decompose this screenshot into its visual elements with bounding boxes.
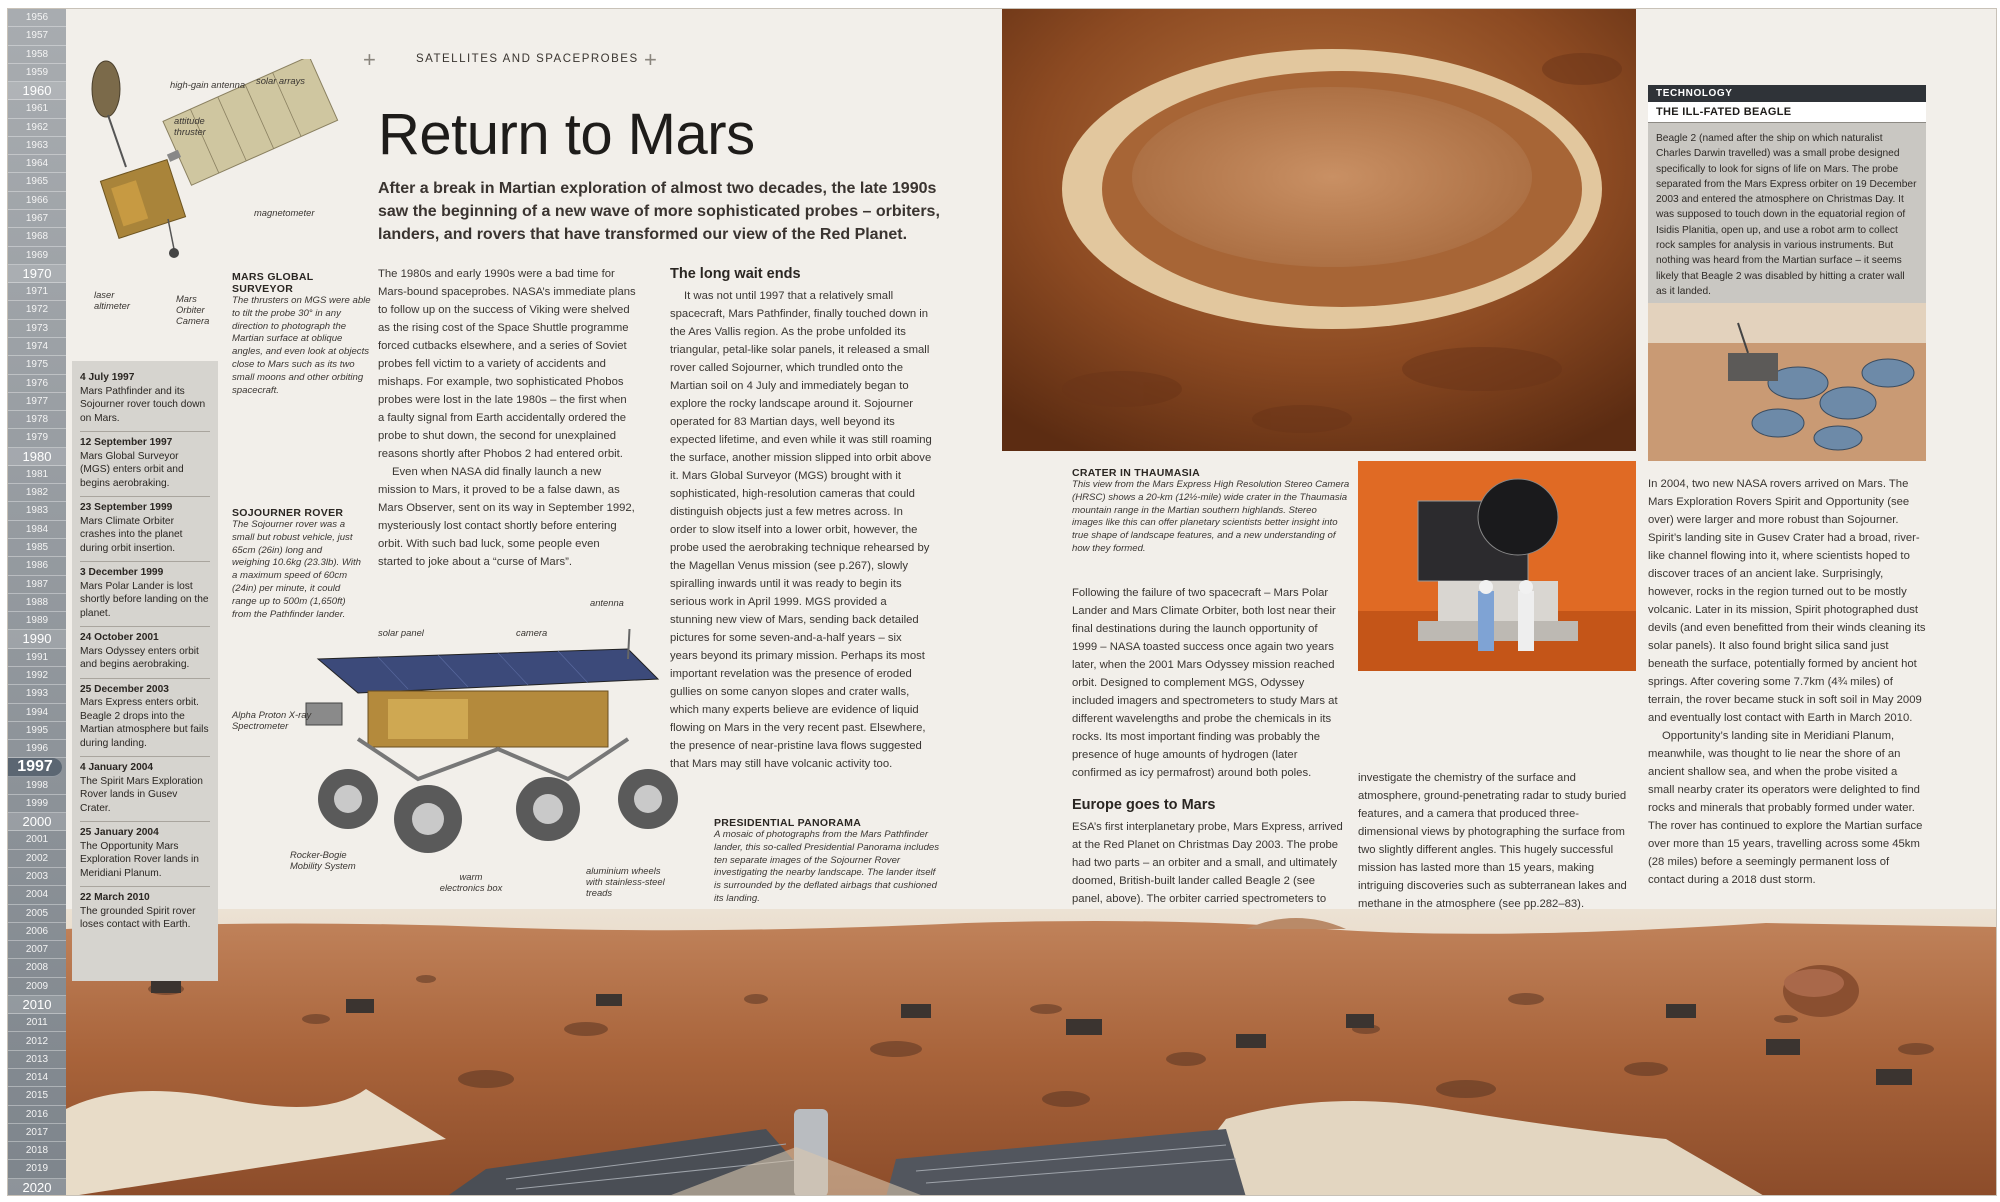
mgs-caption-title: MARS GLOBAL SURVEYOR: [232, 271, 314, 295]
panorama-caption: [714, 817, 942, 906]
technology-panel: [1648, 85, 1926, 461]
crosshair-icon: +: [644, 47, 657, 72]
timeline-year: 2002: [8, 850, 66, 868]
timeline-year: 1963: [8, 137, 66, 155]
timeline-event-date: 24 October 2001: [80, 632, 159, 643]
paragraph: investigate the chemistry of the surface and atmosphere, ground-penetrating radar to study buried features, and a camera that produced three-dimensional views by photographing the surface from two slightly different angles. This hugely successful mission has lasted more than 15 years, making intriguing discoveries such as subterranean lakes and methane in the atmosphere (see pp.282–83).: [1358, 772, 1627, 910]
paragraph: In 2004, two new NASA rovers arrived on Mars. The Mars Exploration Rovers Spirit and Opportunity (see over) were larger and more robust than Sojourner. Spirit’s landing site in Gusev Crater had a broad, river-like channel flowing into it, where scientists hoped to discover traces of an ancient lake. Surprisingly, however, rocks in the region turned out to be mostly volcanic. Later in its mission, Spirit photographed dust devils (and even benefitted from their winds cleaning its solar panels). It also found bright silica sand just beneath the surface, potentially formed by ancient hot springs. After covering some 7.7km (4¾ miles) of terrain, the rover became stuck in soft soil in May 2009 and eventually lost contact with Earth in March 2010.: [1648, 478, 1926, 724]
label-solar-panel: solar panel: [378, 627, 424, 638]
timeline-year: 1992: [8, 667, 66, 685]
timeline-year: 1960: [8, 82, 66, 100]
timeline-year: 1971: [8, 283, 66, 301]
timeline-event: [80, 367, 210, 432]
paragraph: Following the failure of two spacecraft – Mars Polar Lander and Mars Climate Orbiter, both lost near their final destinations during the launch opportunity of 1999 – NASA toasted success once again two years later, when the 2001 Mars Odyssey mission reached orbit. Designed to complement MGS, Odyssey included imagers and spectrometers to study Mars at different wavelengths and probe the chemicals in its rocks. Its most important finding was probably the presence of huge amounts of hydrogen (later confirmed as icy permafrost) around both poles.: [1072, 587, 1338, 779]
timeline-year: 1962: [8, 119, 66, 137]
timeline-year: 1975: [8, 356, 66, 374]
magazine-spread: [7, 8, 1997, 1196]
timeline-event: [80, 822, 210, 887]
timeline-year: 1984: [8, 521, 66, 539]
presidential-panorama-image: [66, 909, 1997, 1196]
label-rocker-bogie: Rocker-Bogie Mobility System: [290, 849, 356, 871]
timeline-year: 2018: [8, 1142, 66, 1160]
timeline-year: 1976: [8, 375, 66, 393]
timeline-year: 1980: [8, 448, 66, 466]
timeline-year: 2003: [8, 868, 66, 886]
timeline-event-text: The Spirit Mars Exploration Rover lands in Gusev Crater.: [80, 775, 203, 814]
timeline-year: 2014: [8, 1069, 66, 1087]
paragraph: Opportunity’s landing site in Meridiani Planum, meanwhile, was thought to lie near the shore of an ancient shallow sea, and when the probe visited a small nearby crater its operators were delighted to find rocks and minerals that probably formed under water. The rover has continued to explore the Martian surface over more than 15 years, travelling across some 45km (28 miles) before a seemingly permanent loss of contact during a 2018 dust storm.: [1648, 730, 1923, 886]
sojourner-caption: [232, 507, 362, 621]
timeline-year: 1993: [8, 685, 66, 703]
timeline-events: [72, 361, 218, 981]
timeline-year: 1982: [8, 484, 66, 502]
timeline-event-date: 3 December 1999: [80, 567, 164, 578]
timeline-year: 1967: [8, 210, 66, 228]
timeline-event: [80, 562, 210, 627]
section-label: SATELLITES AND SPACEPROBES: [416, 53, 639, 65]
timeline-event: [80, 679, 210, 758]
label-electronics-box: warm electronics box: [439, 871, 503, 893]
sojourner-caption-title: SOJOURNER ROVER: [232, 507, 344, 519]
timeline-year: 1989: [8, 612, 66, 630]
intro-text: After a break in Martian exploration of almost two decades, the late 1990s saw the beginning of a new wave of more sophisticated probes – orbiters, landers, and rovers that have transformed our view of the Red Planet.: [378, 180, 940, 243]
timeline-year: 1961: [8, 100, 66, 118]
timeline-year: 1977: [8, 393, 66, 411]
timeline-year: 1972: [8, 301, 66, 319]
timeline-year: 2013: [8, 1051, 66, 1069]
timeline-year: 1968: [8, 228, 66, 246]
mars-global-surveyor-illustration: [68, 59, 368, 289]
label-laser-altimeter: laser altimeter: [94, 289, 130, 311]
timeline-year: 1995: [8, 722, 66, 740]
timeline-year: 2016: [8, 1106, 66, 1124]
timeline-year: 1958: [8, 46, 66, 64]
label-camera: camera: [516, 627, 548, 638]
timeline-event: [80, 887, 210, 938]
timeline-year: 1999: [8, 795, 66, 813]
timeline-year: 2012: [8, 1033, 66, 1051]
crater-caption-text: This view from the Mars Express High Resolution Stereo Camera (HRSC) shows a 20-km (12½-mile) wide crater in the Thaumasia mountain range in the Martian southern highlands. Stereo images like this can offer planetary scientists better insight into true shape of landscape features, and a new understanding of how they formed.: [1072, 479, 1350, 554]
timeline-year: 2019: [8, 1160, 66, 1178]
timeline-year: 1997: [8, 758, 62, 776]
timeline-year: 2006: [8, 923, 66, 941]
timeline-year: 1974: [8, 338, 66, 356]
label-apxs: Alpha Proton X-ray Spectrometer: [232, 709, 312, 731]
page-title: Return to Mars: [378, 102, 755, 167]
timeline-event-text: Mars Global Surveyor (MGS) enters orbit and begins aerobraking.: [80, 450, 184, 489]
panorama-caption-text: A mosaic of photographs from the Mars Pathfinder lander, this so-called Presidential Panorama includes ten separate images of the Sojourner Rover investigating the nearby landscape. The lander itself is surrounded by the deflated airbags that cushioned its landing.: [714, 829, 940, 904]
label-wheels: aluminium wheels with stainless-steel treads: [586, 865, 665, 898]
crater-caption: [1072, 467, 1350, 556]
timeline-year: 1985: [8, 539, 66, 557]
article-column-1: [378, 265, 636, 571]
article-column-3: [1072, 584, 1344, 908]
timeline-event: [80, 627, 210, 679]
timeline-year: 1983: [8, 502, 66, 520]
timeline-event-date: 25 January 2004: [80, 827, 159, 838]
timeline-year: 2007: [8, 941, 66, 959]
timeline-year: 2000: [8, 813, 66, 831]
label-mars-orbiter-camera: Mars Orbiter Camera: [176, 293, 210, 326]
timeline-year: 1986: [8, 557, 66, 575]
timeline-year: 2005: [8, 905, 66, 923]
timeline-year: 2017: [8, 1124, 66, 1142]
timeline-year: 1964: [8, 155, 66, 173]
timeline-year: 1987: [8, 576, 66, 594]
mars-express-clean-room-photo: [1358, 461, 1636, 671]
paragraph: It was not until 1997 that a relatively small spacecraft, Mars Pathfinder, finally touched down in the Ares Vallis region. As the probe unfolded its triangular, petal-like solar panels, it released a small rover called Sojourner, which trundled onto the Martian soil on 4 July and immediately began to explore the rocky landscape around it. Sojourner operated for 83 Martian days, well beyond its expected lifetime, and even while it was still roaming the surface, another mission slipped into orbit above it. Mars Global Surveyor (MGS) brought with it sophisticated, high-resolution cameras that could distinguish objects just a few metres across. In order to slow itself into a lower orbit, however, the probe used the aerobraking technique rehearsed by the Magellan Venus mission (see p.267), slowly spiralling inwards until it was ready to begin its serious work in April 1999. MGS provided a stunning new view of Mars, sending back detailed pictures for some seven-and-a-half years – six years beyond its primary mission. Perhaps its most important revelation was the presence of eroded gullies on some canyon slopes and crater walls, which many experts believe are evidence of liquid flowing on Mars in the very recent past. Elsewhere, the presence of near-pristine lava flows suggested that Mars may still have volcanic activity too.: [670, 290, 932, 770]
label-solar-arrays: solar arrays: [256, 75, 305, 86]
label-magnetometer: magnetometer: [254, 207, 315, 218]
timeline-event-text: Mars Express enters orbit. Beagle 2 drops into the Martian atmosphere but fails during landing.: [80, 697, 209, 749]
timeline-year: 1979: [8, 429, 66, 447]
timeline-year: 2009: [8, 978, 66, 996]
timeline-year: 1994: [8, 704, 66, 722]
crater-caption-title: CRATER IN THAUMASIA: [1072, 467, 1200, 479]
timeline-year: 2011: [8, 1014, 66, 1032]
article-column-4: [1358, 769, 1628, 913]
timeline-event-text: Mars Pathfinder and its Sojourner rover touch down on Mars.: [80, 385, 206, 424]
beagle-2-illustration: [1648, 303, 1926, 461]
timeline-event-text: The Opportunity Mars Exploration Rover lands in Meridiani Planum.: [80, 840, 199, 879]
timeline-year: 1978: [8, 411, 66, 429]
label-high-gain-antenna: high-gain antenna: [170, 79, 246, 90]
timeline-year: 2008: [8, 959, 66, 977]
timeline-event-date: 22 March 2010: [80, 892, 150, 903]
timeline-event: [80, 497, 210, 562]
timeline-year: 2004: [8, 886, 66, 904]
technology-text: Beagle 2 (named after the ship on which naturalist Charles Darwin travelled) was a small probe designed specifically to look for signs of life on Mars. The probe separated from the Mars Express orbiter on 19 December 2003 and entered the atmosphere on Christmas Day. It was supposed to touch down in the equatorial region of Isidis Planitia, open up, and use a robot arm to collect rock samples for analysis in various instruments. But nothing was heard from the Martian surface – it seems likely that Beagle 2 was disabled by hitting a crater wall as it landed.: [1656, 133, 1917, 297]
timeline-year: 1966: [8, 192, 66, 210]
timeline-event-text: Mars Polar Lander is lost shortly before landing on the planet.: [80, 580, 209, 619]
timeline-year: 1998: [8, 777, 66, 795]
label-antenna: antenna: [590, 597, 624, 608]
crosshair-icon: +: [363, 47, 376, 72]
paragraph: The 1980s and early 1990s were a bad time for Mars-bound spaceprobes. NASA’s immediate plans to follow up on the success of Viking were shelved as the rising cost of the Space Shuttle programme forced cutbacks elsewhere, and a series of Soviet probes fell victim to a variety of accidents and mishaps. For example, two sophisticated Phobos probes were lost in the late 1980s – the first when a faulty signal from Earth accidentally ordered the probe to shut down, the second for unexplained reasons shortly after Phobos 2 had entered orbit.: [378, 268, 636, 460]
timeline-event-text: Mars Climate Orbiter crashes into the planet during orbit insertion.: [80, 515, 183, 554]
mgs-caption: [232, 271, 372, 397]
timeline-event-date: 4 January 2004: [80, 762, 154, 773]
timeline-year: 2010: [8, 996, 66, 1014]
timeline-year: 1970: [8, 265, 66, 283]
timeline-year: 1981: [8, 466, 66, 484]
paragraph: Even when NASA did finally launch a new mission to Mars, it proved to be a false dawn, as Mars Observer, sent on its way in September 1992, mysteriously lost contact shortly before entering orbit. With such bad luck, some people even started to joke about a “curse of Mars”.: [378, 466, 635, 568]
timeline-year: 1959: [8, 64, 66, 82]
technology-category: TECHNOLOGY: [1648, 85, 1926, 102]
paragraph: ESA’s first interplanetary probe, Mars Express, arrived at the Red Planet on Christmas Day 2003. The probe had two parts – an orbiter and a small, and ultimately doomed, British-built lander called Beagle 2 (see panel, above). The orbiter carried spectrometers to: [1072, 821, 1343, 905]
subheading-long-wait: The long wait ends: [670, 266, 801, 282]
timeline-event-date: 12 September 1997: [80, 437, 173, 448]
timeline-event-text: The grounded Spirit rover loses contact with Earth.: [80, 905, 196, 930]
timeline-year: 1965: [8, 173, 66, 191]
timeline-year: 2015: [8, 1087, 66, 1105]
timeline-year: 2020: [8, 1179, 66, 1196]
subheading-europe-goes-to-mars: Europe goes to Mars: [1072, 797, 1216, 813]
mgs-caption-text: The thrusters on MGS were able to tilt the probe 30° in any direction to photograph the Martian surface at oblique angles, and even look at objects close to Mars such as its two small moons and other orbiting spacecraft.: [232, 295, 371, 396]
timeline-event-date: 4 July 1997: [80, 372, 135, 383]
timeline-event-text: Mars Odyssey enters orbit and begins aerobraking.: [80, 645, 199, 670]
timeline-year: 1988: [8, 594, 66, 612]
timeline-event-date: 23 September 1999: [80, 502, 173, 513]
timeline-year: 2001: [8, 831, 66, 849]
timeline-year: 1973: [8, 320, 66, 338]
timeline-year: 1957: [8, 27, 66, 45]
sojourner-caption-text: The Sojourner rover was a small but robust vehicle, just 65cm (26in) long and weighing 10.6kg (23.3lb). With a maximum speed of 60cm (24in) per minute, it could range up to 500m (1,650ft) from the Pathfinder lander.: [232, 519, 361, 620]
sojourner-rover-illustration: [298, 629, 718, 869]
article-column-5: [1648, 475, 1926, 889]
timeline-year: 1991: [8, 649, 66, 667]
timeline-year: 1969: [8, 247, 66, 265]
timeline-event: [80, 757, 210, 822]
timeline-year: 1990: [8, 630, 66, 648]
timeline-event-date: 25 December 2003: [80, 683, 169, 695]
label-attitude-thruster: attitude thruster: [174, 115, 206, 137]
thaumasia-crater-photo: [1002, 9, 1636, 451]
timeline-year: 1956: [8, 9, 66, 27]
technology-title: THE ILL-FATED BEAGLE: [1648, 102, 1926, 123]
timeline-event: [80, 432, 210, 497]
timeline-rail: [8, 9, 66, 1196]
timeline-year: 1996: [8, 740, 66, 758]
panorama-caption-title: PRESIDENTIAL PANORAMA: [714, 817, 862, 829]
